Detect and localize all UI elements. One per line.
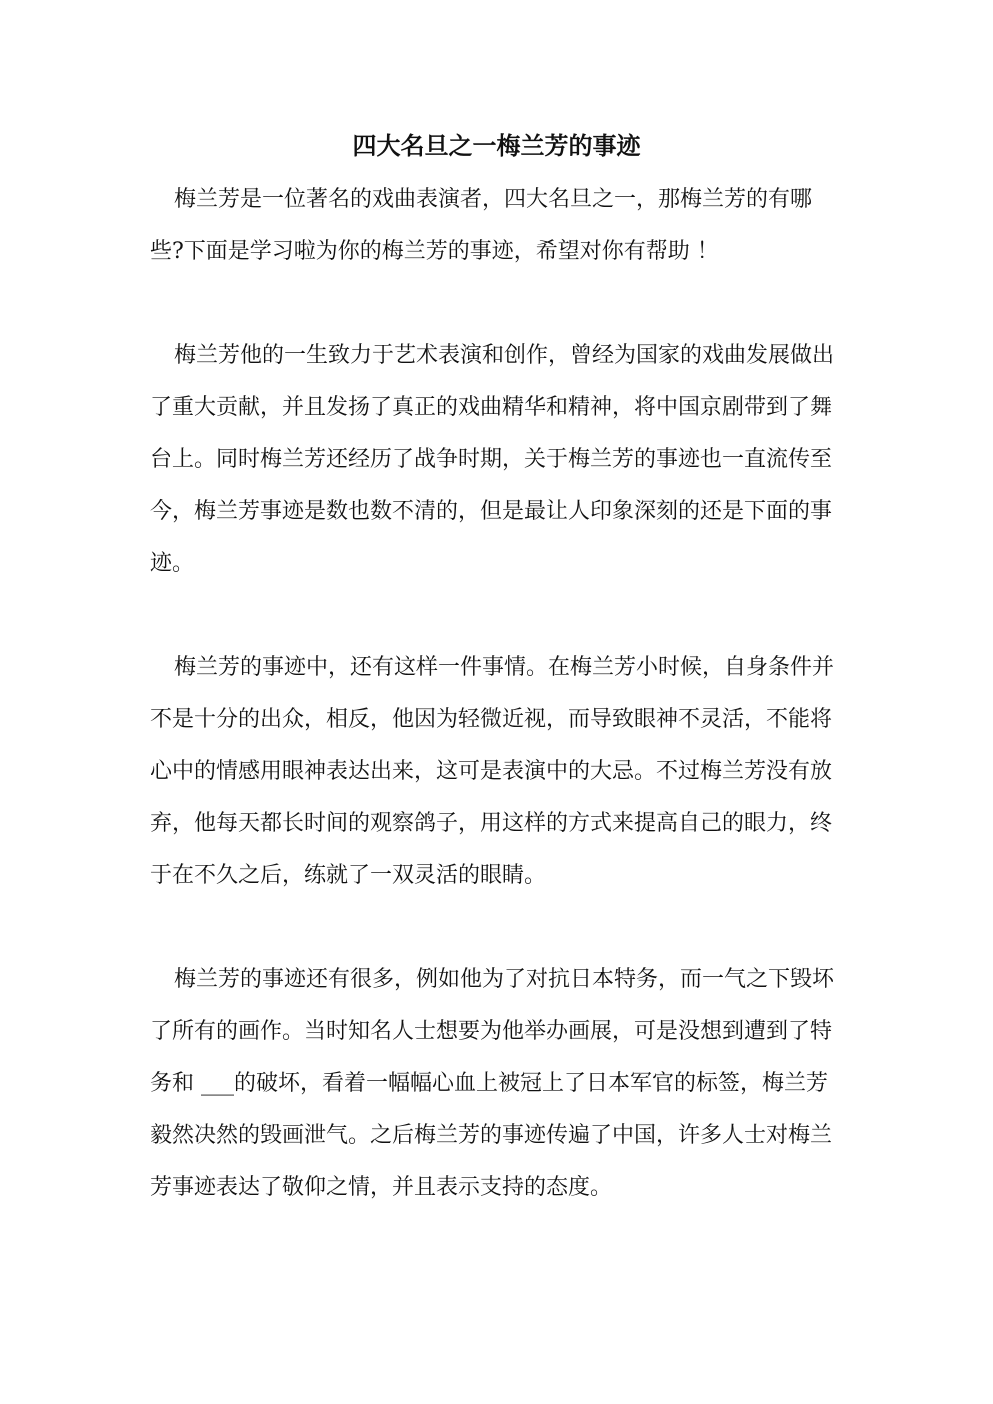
paragraph-intro: 梅兰芳是一位著名的戏曲表演者，四大名旦之一，那梅兰芳的有哪些?下面是学习啦为你的梅兰芳的事迹，希望对你有帮助 ！ xyxy=(150,187,813,264)
document-title: 四大名旦之一梅兰芳的事迹 xyxy=(352,131,641,160)
paragraph-childhood: 梅兰芳的事迹中，还有这样一件事情。在梅兰芳小时候，自身条件并不是十分的出众，相反，他因为轻微近视，而导致眼神不灵活，不能将心中的情感用眼神表达出来，这可是表演中的大忌。不过梅兰芳没有放弃，他每天都长时间的观察鸽子，用这样的方式来提高自己的眼力，终于在不久之后，练就了一双灵活的眼睛。 xyxy=(150,655,835,888)
paragraph-paintings: 梅兰芳的事迹还有很多，例如他为了对抗日本特务，而一气之下毁坏了所有的画作。当时知名人士想要为他举办画展，可是没想到遭到了特务和 ___的破坏，看着一幅幅心血上被冠上了日本军官的标签，梅兰芳毅然决然的毁画泄气。之后梅兰芳的事迹传遍了中国，许多人士对梅兰芳事迹表达了敬仰之情，并且表示支持的态度。 xyxy=(150,967,835,1200)
paragraph-career: 梅兰芳他的一生致力于艺术表演和创作，曾经为国家的戏曲发展做出了重大贡献，并且发扬了真正的戏曲精华和精神，将中国京剧带到了舞台上。同时梅兰芳还经历了战争时期，关于梅兰芳的事迹也一直流传至今，梅兰芳事迹是数也数不清的，但是最让人印象深刻的还是下面的事迹。 xyxy=(150,343,835,576)
